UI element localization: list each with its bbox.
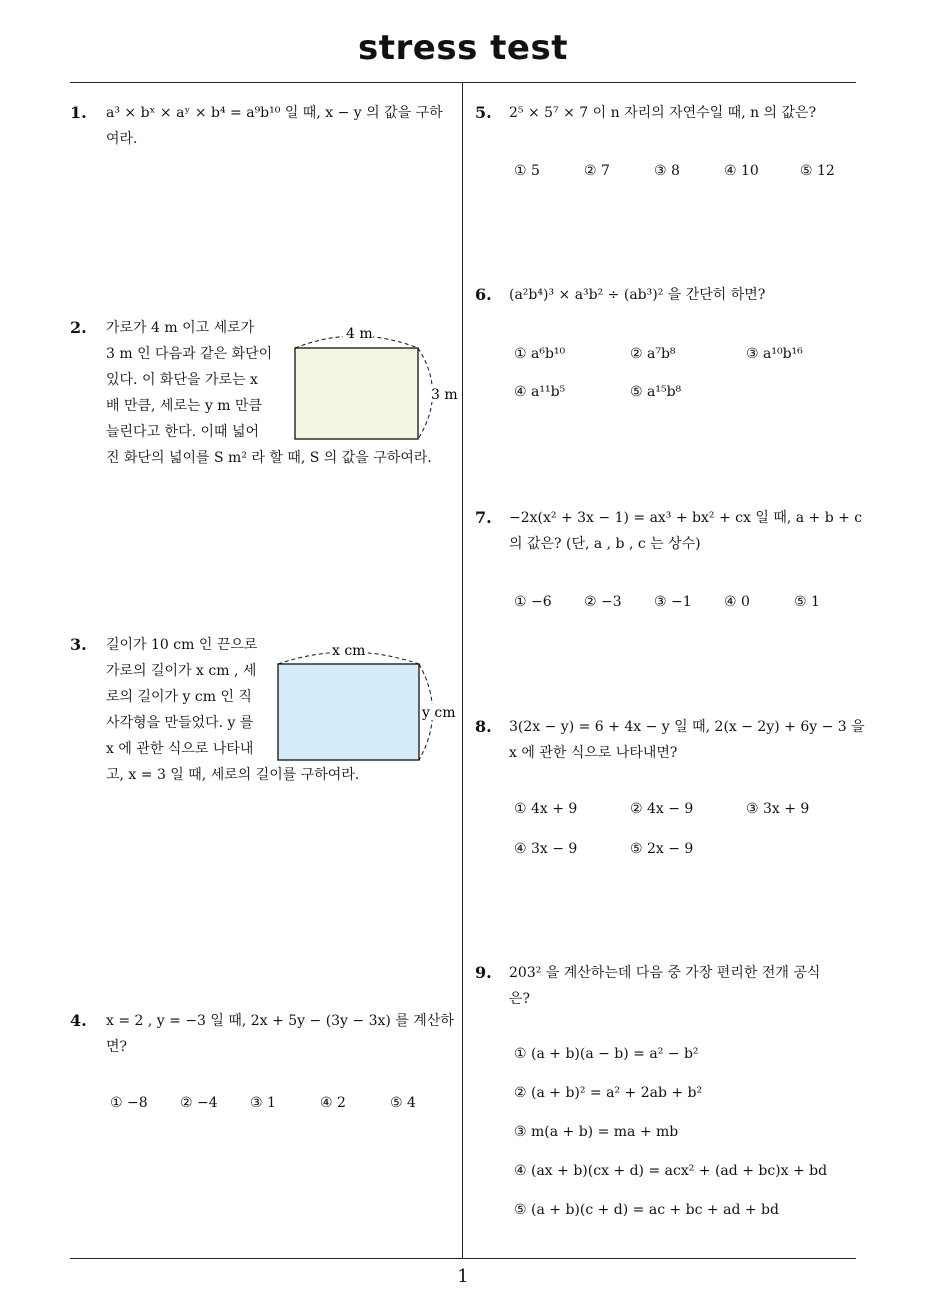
choice-3[interactable]: ③ −1 [654, 594, 692, 610]
page-title: stress test [358, 28, 568, 68]
rectangle-figure [268, 636, 460, 766]
choice-3[interactable]: ③ a¹⁰b¹⁶ [746, 346, 803, 362]
height-label: 3 m [431, 387, 458, 403]
height-label: y cm [422, 705, 456, 721]
choice-2[interactable]: ② 4x − 9 [630, 801, 694, 817]
width-label: x cm [332, 643, 366, 659]
choice-1[interactable]: ① −6 [514, 594, 552, 610]
string-rect [278, 664, 419, 760]
question-text: a³ × bˣ × aʸ × b⁴ = a⁹b¹⁰ 일 때, x − y 의 값을 구하 여라. [106, 105, 443, 147]
choice-5[interactable]: ⑤ 1 [794, 594, 820, 610]
question-text: x = 2 , y = −3 일 때, 2x + 5y − (3y − 3x) 를 계산하 면? [106, 1013, 454, 1055]
bottom-rule [70, 1258, 856, 1259]
choice-1[interactable]: ① −8 [110, 1095, 148, 1111]
choice-4[interactable]: ④ (ax + b)(cx + d) = acx² + (ad + bc)x + bd [514, 1163, 828, 1179]
question-number: 9. [475, 963, 492, 982]
choice-5[interactable]: ⑤ 2x − 9 [630, 841, 694, 857]
choice-5[interactable]: ⑤ 4 [390, 1095, 416, 1111]
top-rule [70, 82, 856, 83]
choice-1[interactable]: ① (a + b)(a − b) = a² − b² [514, 1046, 699, 1062]
question-text: −2x(x² + 3x − 1) = ax³ + bx² + cx 일 때, a + b + c 의 값은? (단, a , b , c 는 상수) [509, 510, 863, 552]
question-number: 6. [475, 285, 492, 304]
flowerbed-rect [295, 348, 418, 439]
choice-2[interactable]: ② (a + b)² = a² + 2ab + b² [514, 1085, 703, 1101]
choice-3[interactable]: ③ 8 [654, 163, 680, 179]
question-number: 4. [70, 1011, 87, 1030]
choice-1[interactable]: ① a⁶b¹⁰ [514, 346, 566, 362]
choice-5[interactable]: ⑤ 12 [800, 163, 835, 179]
choice-2[interactable]: ② −3 [584, 594, 622, 610]
choice-2[interactable]: ② 7 [584, 163, 610, 179]
question-number: 8. [475, 717, 492, 736]
question-number: 1. [70, 103, 87, 122]
question-number: 7. [475, 508, 492, 527]
choice-4[interactable]: ④ 0 [724, 594, 750, 610]
page-number: 1 [457, 1266, 469, 1287]
choice-2[interactable]: ② a⁷b⁸ [630, 346, 676, 362]
question-text: 2⁵ × 5⁷ × 7 이 n 자리의 자연수일 때, n 의 값은? [509, 105, 817, 121]
choice-4[interactable]: ④ 3x − 9 [514, 841, 578, 857]
choice-4[interactable]: ④ a¹¹b⁵ [514, 384, 566, 400]
choice-3[interactable]: ③ m(a + b) = ma + mb [514, 1124, 679, 1140]
choice-3[interactable]: ③ 1 [250, 1095, 276, 1111]
choice-4[interactable]: ④ 2 [320, 1095, 346, 1111]
question-number: 3. [70, 635, 87, 654]
question-text: (a²b⁴)³ × a³b² ÷ (ab³)² 을 간단히 하면? [509, 287, 766, 303]
choice-1[interactable]: ① 5 [514, 163, 540, 179]
question-number: 2. [70, 318, 87, 337]
choice-3[interactable]: ③ 3x + 9 [746, 801, 810, 817]
question-text: 203² 을 계산하는데 다음 중 가장 편리한 전개 공식 은? [509, 965, 821, 1007]
choice-2[interactable]: ② −4 [180, 1095, 218, 1111]
question-text: 3(2x − y) = 6 + 4x − y 일 때, 2(x − 2y) + 6y − 3 을 x 에 관한 식으로 나타내면? [509, 719, 865, 761]
question-number: 5. [475, 103, 492, 122]
choice-1[interactable]: ① 4x + 9 [514, 801, 578, 817]
choice-5[interactable]: ⑤ a¹⁵b⁸ [630, 384, 682, 400]
width-label: 4 m [346, 326, 373, 342]
flowerbed-figure [285, 318, 460, 448]
choice-5[interactable]: ⑤ (a + b)(c + d) = ac + bc + ad + bd [514, 1202, 779, 1218]
question-text: 길이가 10 cm 인 끈으로 가로의 길이가 x cm , 세 로의 길이가 y cm 인 직 사각형을 만들었다. y 를 x 에 관한 식으로 나타내 고, x = 3 일 때, 세로의 길이를 구하여라. [106, 637, 360, 783]
choice-4[interactable]: ④ 10 [724, 163, 759, 179]
question-text: 가로가 4 m 이고 세로가 3 m 인 다음과 같은 화단이 있다. 이 화단을 가로는 x 배 만큼, 세로는 y m 만큼 늘린다고 한다. 이때 넓어 진 화단의 넓이를 S m² 라 할 때, S 의 값을 구하여라. [106, 320, 432, 466]
